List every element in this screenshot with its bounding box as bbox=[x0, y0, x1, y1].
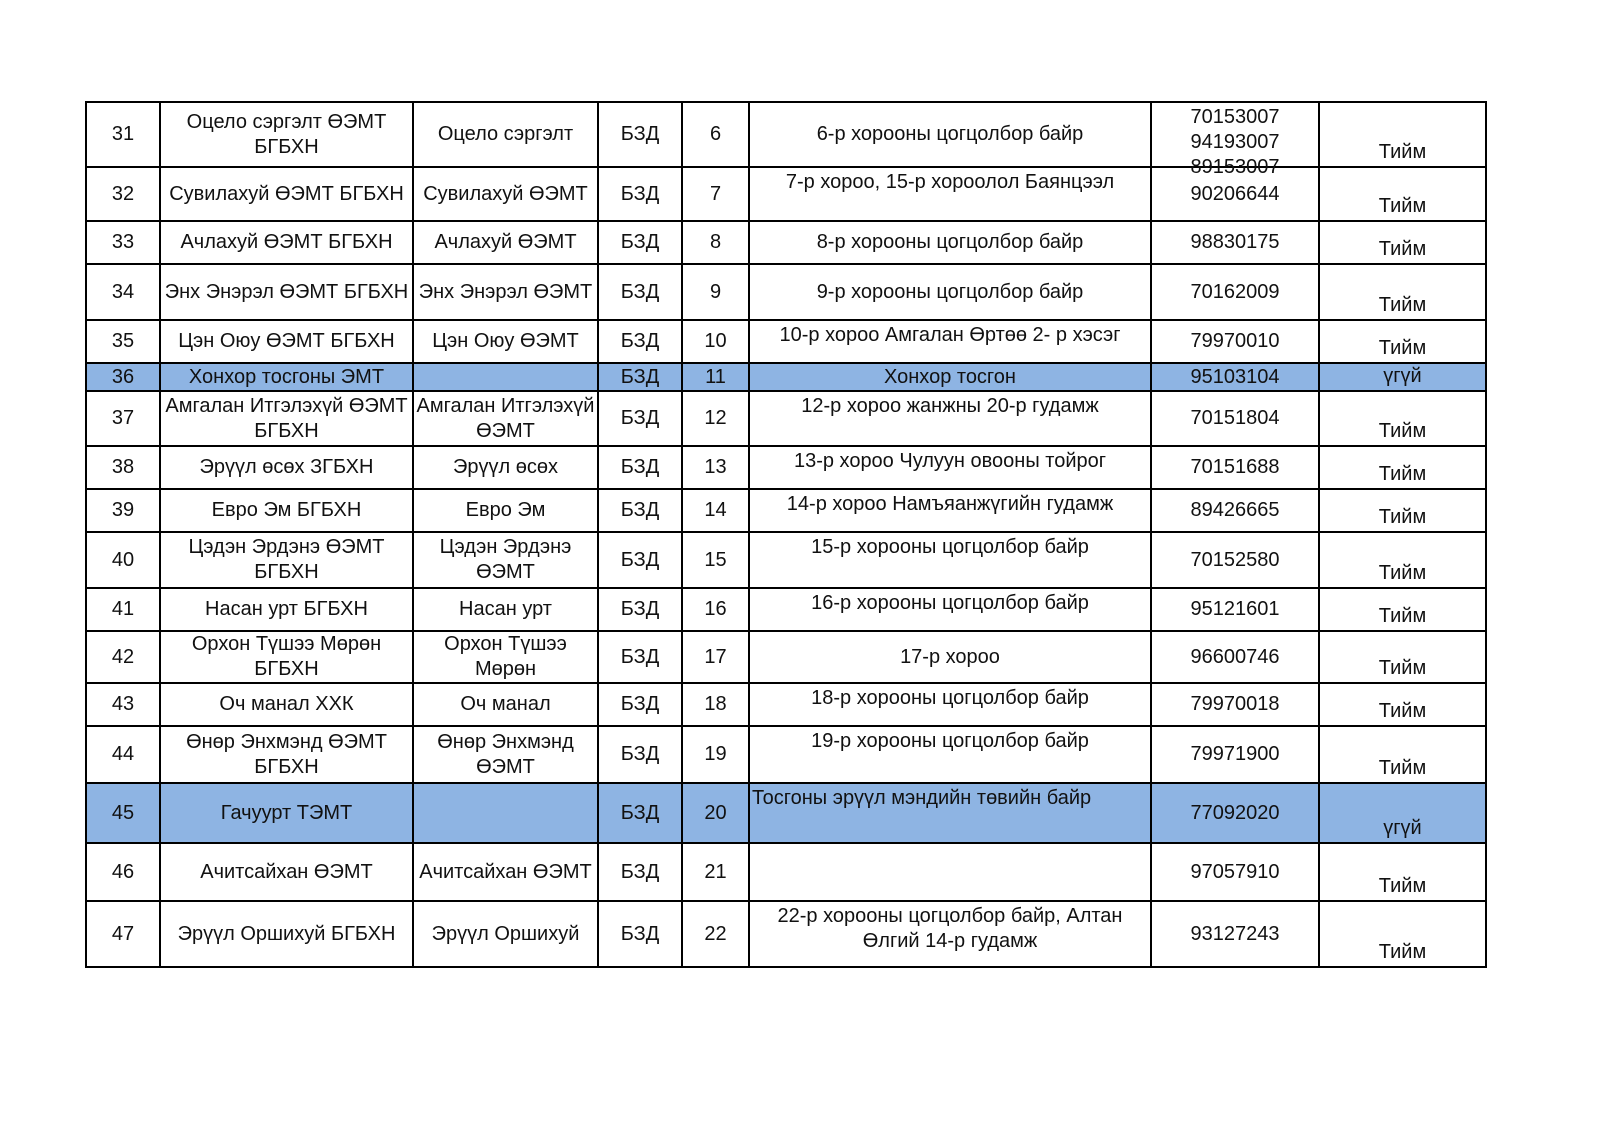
address bbox=[749, 843, 1151, 901]
table-row bbox=[86, 588, 1486, 631]
table-row bbox=[86, 264, 1486, 320]
district: БЗД bbox=[598, 320, 682, 363]
phone-number: 89426665 bbox=[1190, 499, 1280, 521]
clinic-name: Гачуурт ТЭМТ bbox=[160, 783, 413, 843]
table-row bbox=[86, 391, 1486, 446]
phone-number: 70153007 bbox=[1190, 105, 1280, 128]
district: БЗД bbox=[598, 631, 682, 683]
district: БЗД bbox=[598, 532, 682, 588]
phone-number: 95103104 bbox=[1190, 365, 1280, 388]
phone-number: 77092020 bbox=[1190, 801, 1280, 824]
row-number: 47 bbox=[86, 901, 160, 967]
clinic-short-name: Евро Эм bbox=[413, 489, 598, 532]
clinic-name: Ачлахуй ӨЭМТ БГБХН bbox=[160, 221, 413, 264]
phone bbox=[1151, 683, 1319, 726]
district: БЗД bbox=[598, 843, 682, 901]
phone-number: 70152580 bbox=[1190, 548, 1280, 571]
clinic-short-name: Цэн Оюу ӨЭМТ bbox=[413, 320, 598, 363]
clinic-short-name bbox=[413, 363, 598, 391]
phone bbox=[1151, 783, 1319, 843]
district: БЗД bbox=[598, 783, 682, 843]
phone-number: 97057910 bbox=[1190, 860, 1280, 883]
district: БЗД bbox=[598, 391, 682, 446]
khoroo-number: 20 bbox=[682, 783, 749, 843]
address: 14-р хороо Намъяанжүгийн гудамж bbox=[749, 489, 1151, 532]
table-row bbox=[86, 783, 1486, 843]
phone-number: 89153007 bbox=[1190, 155, 1280, 178]
row-number: 38 bbox=[86, 446, 160, 489]
row-number: 43 bbox=[86, 683, 160, 726]
address: 7-р хороо, 15-р хороолол Баянцээл bbox=[749, 167, 1151, 221]
status: Тийм bbox=[1319, 726, 1486, 783]
status: Тийм bbox=[1319, 683, 1486, 726]
district: БЗД bbox=[598, 683, 682, 726]
district: БЗД bbox=[598, 489, 682, 532]
clinic-short-name: Амгалан Итгэлэхүй ӨЭМТ bbox=[413, 391, 598, 446]
clinic-name: Эрүүл Оршихуй БГБХН bbox=[160, 901, 413, 967]
clinic-short-name bbox=[413, 783, 598, 843]
clinic-table bbox=[85, 101, 1487, 968]
clinic-name: Цэдэн Эрдэнэ ӨЭМТ БГБХН bbox=[160, 532, 413, 588]
phone bbox=[1151, 726, 1319, 783]
row-number: 44 bbox=[86, 726, 160, 783]
phone bbox=[1151, 588, 1319, 631]
clinic-short-name: Оцело сэргэлт bbox=[413, 102, 598, 167]
table-row bbox=[86, 532, 1486, 588]
clinic-short-name: Энх Энэрэл ӨЭМТ bbox=[413, 264, 598, 320]
district: БЗД bbox=[598, 167, 682, 221]
table-row bbox=[86, 683, 1486, 726]
address: 6-р хорооны цогцолбор байр bbox=[749, 102, 1151, 167]
address: 15-р хорооны цогцолбор байр bbox=[749, 532, 1151, 588]
phone-number: 79970010 bbox=[1190, 330, 1280, 352]
status: Тийм bbox=[1319, 631, 1486, 683]
status: үгүй bbox=[1319, 783, 1486, 843]
clinic-name: Сувилахуй ӨЭМТ БГБХН bbox=[160, 167, 413, 221]
status: Тийм bbox=[1319, 320, 1486, 363]
clinic-name: Оцело сэргэлт ӨЭМТ БГБХН bbox=[160, 102, 413, 167]
clinic-name: Өнөр Энхмэнд ӨЭМТ БГБХН bbox=[160, 726, 413, 783]
row-number: 46 bbox=[86, 843, 160, 901]
khoroo-number: 9 bbox=[682, 264, 749, 320]
phone-number: 70151688 bbox=[1190, 456, 1280, 478]
phone-number: 70151804 bbox=[1190, 407, 1280, 429]
table-row bbox=[86, 726, 1486, 783]
table-row bbox=[86, 901, 1486, 967]
phone-number: 94193007 bbox=[1190, 130, 1280, 153]
khoroo-number: 8 bbox=[682, 221, 749, 264]
phone-number: 93127243 bbox=[1190, 922, 1280, 945]
khoroo-number: 19 bbox=[682, 726, 749, 783]
status: Тийм bbox=[1319, 221, 1486, 264]
district: БЗД bbox=[598, 726, 682, 783]
row-number: 31 bbox=[86, 102, 160, 167]
phone bbox=[1151, 320, 1319, 363]
clinic-short-name: Өнөр Энхмэнд ӨЭМТ bbox=[413, 726, 598, 783]
table-row bbox=[86, 843, 1486, 901]
table-row bbox=[86, 631, 1486, 683]
khoroo-number: 16 bbox=[682, 588, 749, 631]
clinic-short-name: Сувилахуй ӨЭМТ bbox=[413, 167, 598, 221]
clinic-short-name: Орхон Түшээ Мөрөн bbox=[413, 631, 598, 683]
khoroo-number: 11 bbox=[682, 363, 749, 391]
khoroo-number: 6 bbox=[682, 102, 749, 167]
status: Тийм bbox=[1319, 588, 1486, 631]
status: Тийм bbox=[1319, 489, 1486, 532]
clinic-name: Ачитсайхан ӨЭМТ bbox=[160, 843, 413, 901]
clinic-short-name: Эрүүл өсөх bbox=[413, 446, 598, 489]
row-number: 39 bbox=[86, 489, 160, 532]
status: Тийм bbox=[1319, 102, 1486, 167]
address: Тосгоны эрүүл мэндийн төвийн байр bbox=[749, 783, 1151, 843]
khoroo-number: 10 bbox=[682, 320, 749, 363]
row-number: 40 bbox=[86, 532, 160, 588]
khoroo-number: 18 bbox=[682, 683, 749, 726]
clinic-short-name: Цэдэн Эрдэнэ ӨЭМТ bbox=[413, 532, 598, 588]
clinic-name: Амгалан Итгэлэхүй ӨЭМТ БГБХН bbox=[160, 391, 413, 446]
clinic-name: Оч манал ХХК bbox=[160, 683, 413, 726]
clinic-short-name: Оч манал bbox=[413, 683, 598, 726]
phone bbox=[1151, 363, 1319, 391]
phone-number: 90206644 bbox=[1190, 182, 1280, 205]
khoroo-number: 21 bbox=[682, 843, 749, 901]
phone bbox=[1151, 631, 1319, 683]
khoroo-number: 15 bbox=[682, 532, 749, 588]
row-number: 37 bbox=[86, 391, 160, 446]
table-row bbox=[86, 102, 1486, 167]
phone bbox=[1151, 843, 1319, 901]
khoroo-number: 13 bbox=[682, 446, 749, 489]
table-row bbox=[86, 221, 1486, 264]
phone-number: 70162009 bbox=[1190, 280, 1280, 303]
address: 18-р хорооны цогцолбор байр bbox=[749, 683, 1151, 726]
clinic-name: Цэн Оюу ӨЭМТ БГБХН bbox=[160, 320, 413, 363]
phone bbox=[1151, 102, 1319, 178]
clinic-name: Хонхор тосгоны ЭМТ bbox=[160, 363, 413, 391]
clinic-name: Орхон Түшээ Мөрөн БГБХН bbox=[160, 631, 413, 683]
clinic-short-name: Ачлахуй ӨЭМТ bbox=[413, 221, 598, 264]
khoroo-number: 22 bbox=[682, 901, 749, 967]
address: Хонхор тосгон bbox=[749, 363, 1151, 391]
status: Тийм bbox=[1319, 901, 1486, 967]
phone-number: 79971900 bbox=[1190, 743, 1280, 765]
clinic-short-name: Насан урт bbox=[413, 588, 598, 631]
address: 16-р хорооны цогцолбор байр bbox=[749, 588, 1151, 631]
phone bbox=[1151, 391, 1319, 446]
address: 22-р хорооны цогцолбор байр, Алтан Өлгий 14-р гудамж bbox=[749, 901, 1151, 967]
address: 10-р хороо Амгалан Өртөө 2- р хэсэг bbox=[749, 320, 1151, 363]
status: Тийм bbox=[1319, 264, 1486, 320]
clinic-name: Евро Эм БГБХН bbox=[160, 489, 413, 532]
address: 19-р хорооны цогцолбор байр bbox=[749, 726, 1151, 783]
khoroo-number: 14 bbox=[682, 489, 749, 532]
row-number: 32 bbox=[86, 167, 160, 221]
district: БЗД bbox=[598, 363, 682, 391]
phone bbox=[1151, 446, 1319, 489]
district: БЗД bbox=[598, 588, 682, 631]
phone bbox=[1151, 901, 1319, 967]
phone-number: 98830175 bbox=[1190, 231, 1280, 253]
status: Тийм bbox=[1319, 167, 1486, 221]
table-row bbox=[86, 446, 1486, 489]
district: БЗД bbox=[598, 221, 682, 264]
district: БЗД bbox=[598, 102, 682, 167]
row-number: 35 bbox=[86, 320, 160, 363]
phone bbox=[1151, 489, 1319, 532]
khoroo-number: 12 bbox=[682, 391, 749, 446]
status: үгүй bbox=[1319, 363, 1486, 391]
address: 8-р хорооны цогцолбор байр bbox=[749, 221, 1151, 264]
clinic-name: Энх Энэрэл ӨЭМТ БГБХН bbox=[160, 264, 413, 320]
address: 17-р хороо bbox=[749, 631, 1151, 683]
status: Тийм bbox=[1319, 843, 1486, 901]
address: 13-р хороо Чулуун овооны тойрог bbox=[749, 446, 1151, 489]
row-number: 33 bbox=[86, 221, 160, 264]
phone-number: 79970018 bbox=[1190, 693, 1280, 715]
address: 9-р хорооны цогцолбор байр bbox=[749, 264, 1151, 320]
district: БЗД bbox=[598, 901, 682, 967]
table-row bbox=[86, 363, 1486, 391]
row-number: 45 bbox=[86, 783, 160, 843]
table-body bbox=[86, 102, 1486, 967]
row-number: 34 bbox=[86, 264, 160, 320]
status: Тийм bbox=[1319, 446, 1486, 489]
clinic-name: Насан урт БГБХН bbox=[160, 588, 413, 631]
phone bbox=[1151, 221, 1319, 264]
row-number: 41 bbox=[86, 588, 160, 631]
table-row bbox=[86, 320, 1486, 363]
district: БЗД bbox=[598, 264, 682, 320]
row-number: 36 bbox=[86, 363, 160, 391]
clinic-short-name: Эрүүл Оршихуй bbox=[413, 901, 598, 967]
district: БЗД bbox=[598, 446, 682, 489]
khoroo-number: 17 bbox=[682, 631, 749, 683]
status: Тийм bbox=[1319, 532, 1486, 588]
phone bbox=[1151, 264, 1319, 320]
clinic-short-name: Ачитсайхан ӨЭМТ bbox=[413, 843, 598, 901]
clinic-name: Эрүүл өсөх ЗГБХН bbox=[160, 446, 413, 489]
status: Тийм bbox=[1319, 391, 1486, 446]
phone-number: 95121601 bbox=[1190, 598, 1280, 620]
address: 12-р хороо жанжны 20-р гудамж bbox=[749, 391, 1151, 446]
khoroo-number: 7 bbox=[682, 167, 749, 221]
phone-number: 96600746 bbox=[1190, 645, 1280, 668]
row-number: 42 bbox=[86, 631, 160, 683]
table-row bbox=[86, 489, 1486, 532]
phone bbox=[1151, 532, 1319, 588]
